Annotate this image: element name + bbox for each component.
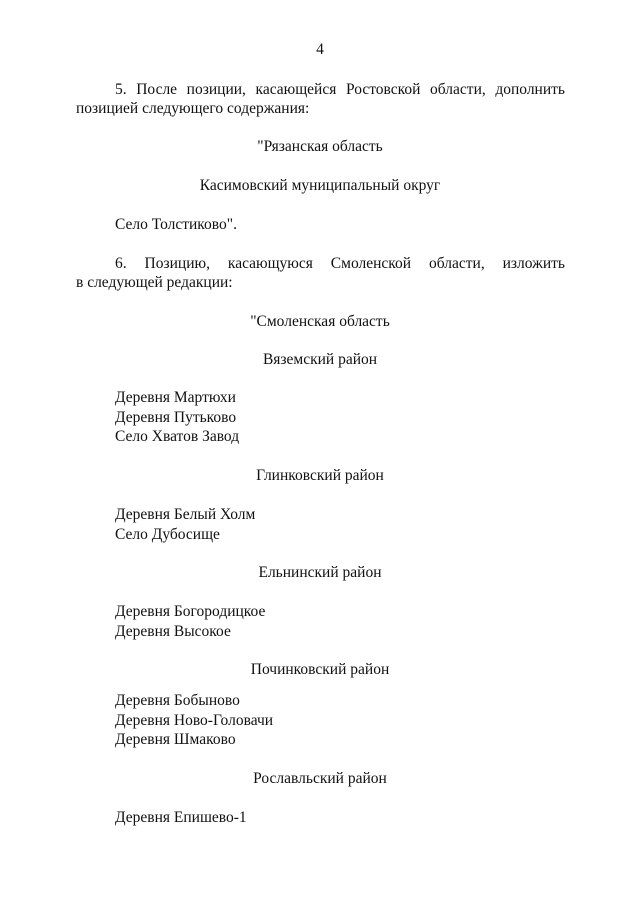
settlement-item: Деревня Епишево-1 (115, 809, 247, 826)
item5-district-heading: Касимовский муниципальный округ (199, 177, 441, 194)
settlement-item: Деревня Путьково (115, 408, 237, 426)
settlement-item: Село Хватов Завод (115, 428, 240, 445)
page-number: 4 (316, 41, 324, 58)
settlement-item: Деревня Шмаково (115, 731, 236, 748)
district-heading: Починковский район (250, 661, 390, 678)
item6-region-heading: "Смоленская область (250, 313, 390, 330)
settlement-item: Деревня Высокое (115, 622, 231, 640)
settlement-list (115, 388, 239, 447)
item6-paragraph-line1: 6. Позицию, касающуюся Смоленской области, изложить (115, 255, 565, 272)
settlement-list (115, 602, 265, 641)
district-heading: Рославльский район (253, 770, 387, 787)
item5-settlement: Село Толстиково". (115, 216, 237, 233)
settlement-item: Село Дубосище (115, 525, 220, 543)
item5-paragraph-line1: 5. После позиции, касающейся Ростовской области, дополнить (115, 81, 565, 98)
settlement-item: Деревня Богородицкое (115, 603, 266, 620)
item5-region-heading: "Рязанская область (257, 138, 383, 155)
district-heading: Ельнинский район (258, 564, 382, 581)
settlement-item: Деревня Белый Холм (115, 506, 256, 523)
settlement-item: Деревня Ново-Головачи (115, 711, 274, 729)
settlement-list (115, 808, 247, 828)
district-heading: Глинковский район (256, 467, 384, 484)
item6-paragraph-line2: в следующей редакции: (76, 274, 233, 291)
settlement-item: Деревня Мартюхи (115, 389, 236, 406)
district-heading: Вяземский район (262, 351, 378, 368)
settlement-list (115, 505, 255, 544)
settlement-item: Деревня Бобыново (115, 692, 240, 709)
settlement-list (115, 691, 273, 750)
item5-paragraph-line2: позицией следующего содержания: (76, 100, 310, 117)
